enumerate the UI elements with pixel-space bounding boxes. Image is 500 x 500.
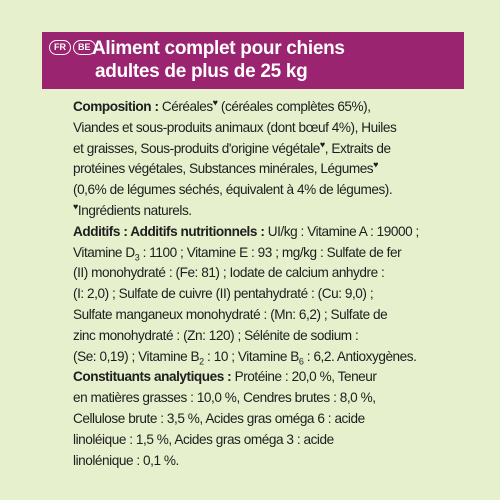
text-fragment: UI/kg : Vitamine A : 19000 ;	[267, 223, 419, 239]
constituants-line: Cellulose brute : 3,5 %, Acides gras oméga 6 : acide	[73, 410, 365, 426]
text-fragment: , Extraits de	[324, 140, 391, 156]
additifs-section	[73, 222, 441, 368]
country-badge-be: BE	[73, 40, 96, 55]
additifs-heading: Additifs : Additifs nutritionnels :	[73, 223, 265, 239]
country-badge-fr: FR	[49, 40, 71, 55]
heart-icon: ♥	[319, 139, 325, 150]
heart-icon: ♥	[373, 159, 379, 170]
additifs-line: (II) monohydraté : (Fe: 81) ; Iodate de calcium anhydre :	[73, 265, 385, 281]
label-text	[73, 97, 441, 471]
additifs-line	[73, 243, 441, 264]
additifs-line: (I: 2,0) ; Sulfate de cuivre (II) pentahydraté : (Cu: 9,0) ;	[73, 286, 374, 302]
text-fragment: (Se: 0,19) ; Vitamine B	[73, 348, 200, 364]
composition-heading: Composition :	[73, 99, 159, 114]
title-line-2: adultes de plus de 25 kg	[95, 61, 308, 82]
text-fragment: : 6,2. Antioxygènes.	[303, 348, 417, 364]
constituants-line: linolénique : 0,1 %.	[73, 452, 179, 468]
composition-section	[73, 97, 441, 222]
country-badges	[49, 40, 96, 55]
text-fragment: : 10 ; Vitamine B	[203, 348, 299, 364]
composition-line	[73, 159, 441, 180]
text-fragment: : 1100 ; Vitamine E : 93 ; mg/kg : Sulfate de fer	[139, 244, 402, 260]
constituants-line: en matières grasses : 10,0 %, Cendres brutes : 8,0 %,	[73, 390, 376, 406]
additifs-line: Sulfate manganeux monohydraté : (Mn: 6,2) ; Sulfate de	[73, 306, 388, 322]
additifs-line	[73, 222, 441, 243]
heart-icon: ♥	[73, 201, 78, 212]
product-title-banner	[42, 32, 464, 89]
text-fragment: Vitamine D	[73, 244, 135, 260]
constituants-heading: Constituants analytiques :	[73, 369, 232, 385]
text-fragment: et graisses, Sous-produits d'origine végétale	[73, 140, 320, 156]
additifs-line	[73, 347, 441, 368]
subscript: 6	[298, 356, 304, 367]
title-line-1: Aliment complet pour chiens	[92, 38, 345, 59]
constituants-line	[73, 367, 441, 388]
additifs-line: zinc monohydraté : (Zn: 120) ; Sélénite de sodium :	[73, 327, 359, 343]
composition-line	[73, 97, 441, 118]
text-fragment: Céréales	[161, 99, 213, 114]
text-fragment: protéines végétales, Substances minérales, Légumes	[73, 161, 374, 177]
heart-icon: ♥	[212, 97, 218, 108]
constituants-line: linoléique : 1,5 %, Acides gras oméga 3 : acide	[73, 431, 334, 447]
subscript: 2	[199, 356, 204, 367]
text-fragment: (céréales complètes 65%),	[220, 99, 371, 114]
composition-line	[73, 201, 441, 222]
composition-line: Viandes et sous-produits animaux (dont bœuf 4%), Huiles	[73, 119, 397, 135]
text-fragment: Protéine : 20,0 %, Teneur	[234, 369, 377, 385]
constituants-section	[73, 367, 441, 471]
composition-line	[73, 139, 441, 160]
subscript: 3	[134, 252, 140, 263]
text-fragment: Ingrédients naturels.	[77, 202, 192, 218]
composition-line: (0,6% de légumes séchés, équivalent à 4% de légumes).	[73, 182, 393, 198]
